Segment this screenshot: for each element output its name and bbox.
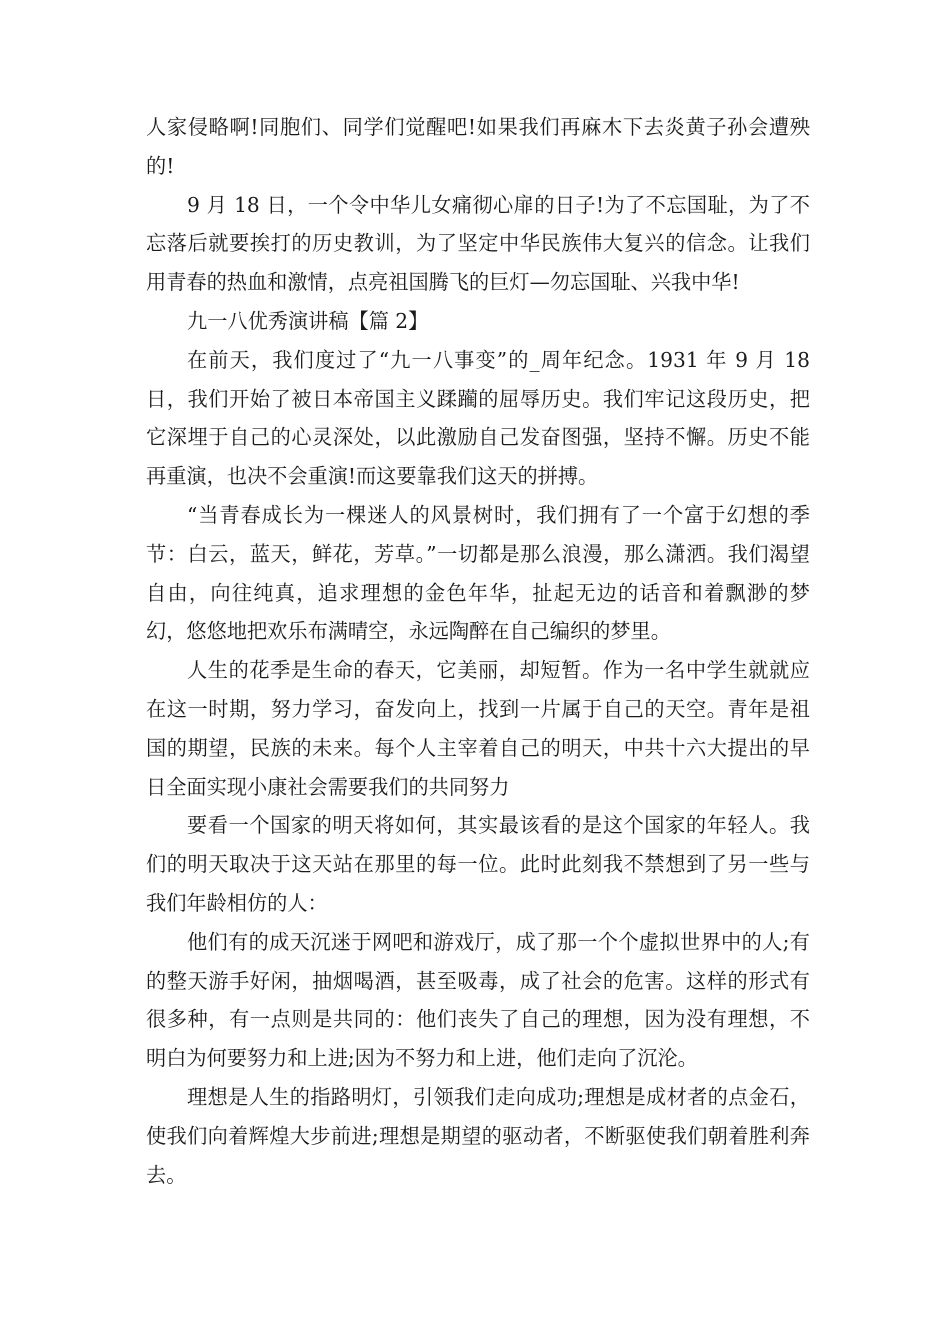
paragraph-7: 他们有的成天沉迷于网吧和游戏厅，成了那一个个虚拟世界中的人;有的整天游手好闲，抽烟喝酒，甚至吸毒，成了社会的危害。这样的形式有很多种，有一点则是共同的：他们丧失了自己的理想，因为没有理想，不明白为何要努力和上进;因为不努力和上进，他们走向了沉沦。: [146, 929, 810, 1071]
paragraph-6: 要看一个国家的明天将如何，其实最该看的是这个国家的年轻人。我们的明天取决于这天站在那里的每一位。此时此刻我不禁想到了另一些与我们年龄相仿的人：: [146, 813, 810, 915]
paragraph-1: 人家侵略啊!同胞们、同学们觉醒吧!如果我们再麻木下去炎黄子孙会遭殃的!: [146, 115, 810, 178]
section-heading: 九一八优秀演讲稿【篇 2】: [187, 308, 429, 333]
paragraph-3: 在前天，我们度过了“九一八事变”的_周年纪念。1931 年 9 月 18 日，我们开始了被日本帝国主义蹂躏的屈辱历史。我们牢记这段历史，把它深埋于自己的心灵深处，以此激励自己发奋图强，坚持不懈。历史不能再重演，也决不会重演!而这要靠我们这天的拼搏。: [146, 347, 810, 489]
paragraph-5: 人生的花季是生命的春天，它美丽，却短暂。作为一名中学生就就应在这一时期，努力学习，奋发向上，找到一片属于自己的天空。青年是祖国的期望，民族的未来。每个人主宰着自己的明天，中共十六大提出的早日全面实现小康社会需要我们的共同努力: [146, 658, 810, 799]
document-body: [146, 108, 810, 1194]
paragraph-8: 理想是人生的指路明灯，引领我们走向成功;理想是成材者的点金石，使我们向着辉煌大步前进;理想是期望的驱动者，不断驱使我们朝着胜利奔去。: [146, 1084, 810, 1187]
paragraph-2: 9 月 18 日，一个令中华儿女痛彻心扉的日子!为了不忘国耻，为了不忘落后就要挨打的历史教训，为了坚定中华民族伟大复兴的信念。让我们用青春的热血和激情，点亮祖国腾飞的巨灯—勿忘国耻、兴我中华!: [146, 192, 810, 295]
paragraph-4: “当青春成长为一棵迷人的风景树时，我们拥有了一个富于幻想的季节：白云，蓝天，鲜花，芳草。”一切都是那么浪漫，那么潇洒。我们渴望自由，向往纯真，追求理想的金色年华，扯起无边的话音和着飘渺的梦幻，悠悠地把欢乐布满晴空，永远陶醉在自己编织的梦里。: [146, 502, 810, 644]
